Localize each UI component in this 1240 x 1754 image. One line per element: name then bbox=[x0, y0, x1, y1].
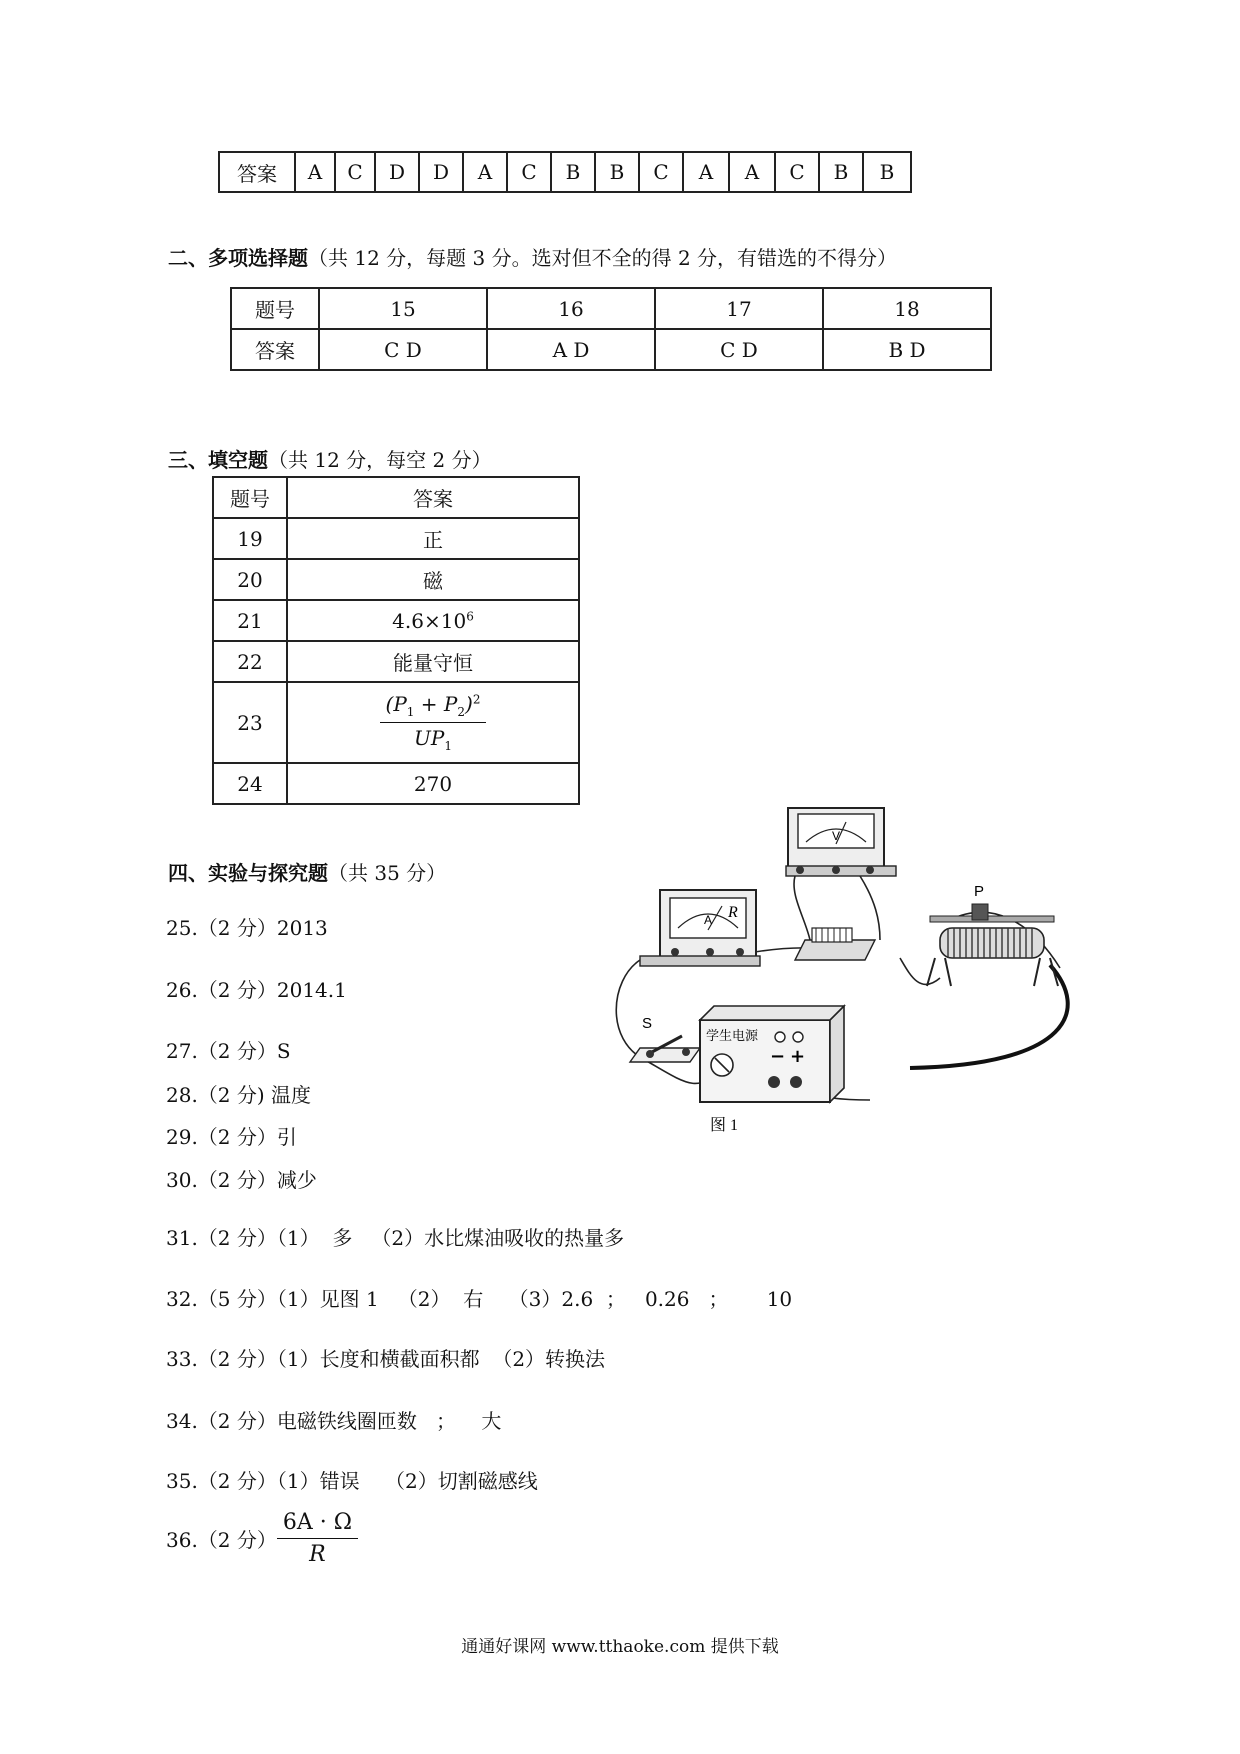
mc-answer-cell: C bbox=[335, 152, 375, 192]
power-formula bbox=[380, 692, 487, 753]
question-number: 19 bbox=[213, 518, 287, 559]
fill-answer-formula bbox=[287, 682, 579, 763]
question-number: 20 bbox=[213, 559, 287, 600]
question-number: 21 bbox=[213, 600, 287, 641]
section4-title bbox=[168, 857, 446, 886]
rheostat bbox=[927, 883, 1058, 986]
q36-numerator: 6A · Ω bbox=[277, 1510, 358, 1539]
fill-answer: 270 bbox=[287, 763, 579, 804]
section2-number-cell: 18 bbox=[823, 288, 991, 329]
section2-answer-row bbox=[231, 329, 991, 370]
section3-title bbox=[168, 444, 492, 473]
answer-line: 28.（2 分) 温度 bbox=[166, 1083, 312, 1107]
figure-caption: 图 1 bbox=[710, 1117, 739, 1134]
answer-line: 34.（2 分）电磁铁线圈匝数 ； 大 bbox=[166, 1409, 502, 1433]
mc-answer-cell: B bbox=[863, 152, 911, 192]
mc-answer-cell: A bbox=[729, 152, 775, 192]
answer-exponent: 6 bbox=[466, 608, 474, 623]
fill-answer: 正 bbox=[287, 518, 579, 559]
section2-row-label: 题号 bbox=[231, 288, 319, 329]
answer-line: 32.（5 分）（1）见图 1 （2） 右 （3）2.6 ； 0.26 ； 10 bbox=[166, 1287, 793, 1311]
section3-note: （共 12 分，每空 2 分） bbox=[268, 448, 492, 472]
answer-line: 31.（2 分）（1） 多 （2）水比煤油吸收的热量多 bbox=[166, 1226, 625, 1250]
table-row bbox=[213, 682, 579, 763]
formula-denominator: $UP_1$ bbox=[414, 726, 452, 753]
q36-fraction bbox=[277, 1510, 358, 1567]
ammeter-label: A bbox=[703, 913, 713, 927]
answer-line: 27.（2 分）S bbox=[166, 1039, 291, 1063]
answer-line: 25.（2 分）2013 bbox=[166, 916, 328, 940]
section2-number-cell: 17 bbox=[655, 288, 823, 329]
answer-line: 33.（2 分）（1）长度和横截面积都 （2）转换法 bbox=[166, 1347, 606, 1371]
answer-line: 26.（2 分）2014.1 bbox=[166, 978, 347, 1002]
section3-header-num: 题号 bbox=[213, 477, 287, 518]
section4-heading: 四、实验与探究题 bbox=[168, 861, 328, 885]
fill-answer: 磁 bbox=[287, 559, 579, 600]
section4-note: （共 35 分） bbox=[328, 861, 447, 885]
mc-answer-cell: A bbox=[683, 152, 729, 192]
voltmeter bbox=[786, 808, 896, 876]
section3-heading: 三、填空题 bbox=[168, 448, 268, 472]
mc-answer-cell: B bbox=[595, 152, 639, 192]
table-row bbox=[213, 518, 579, 559]
thick-wire bbox=[910, 965, 1068, 1068]
section2-number-cell: 16 bbox=[487, 288, 655, 329]
question-number: 23 bbox=[213, 682, 287, 763]
answer-line: 35.（2 分）（1）错误 （2）切割磁感线 bbox=[166, 1469, 538, 1493]
section3-header-answer: 答案 bbox=[287, 477, 579, 518]
switch bbox=[630, 1015, 700, 1062]
section3-table bbox=[212, 476, 580, 805]
section2-note: （共 12 分，每题 3 分。选对但不全的得 2 分，有错选的不得分） bbox=[308, 246, 898, 270]
question-number: 24 bbox=[213, 763, 287, 804]
section2-table bbox=[230, 287, 992, 371]
mc-answer-cell: A bbox=[463, 152, 507, 192]
mc-answer-cell: D bbox=[375, 152, 419, 192]
section2-title bbox=[168, 242, 897, 271]
table-row bbox=[213, 600, 579, 641]
section2-answer-cell: C D bbox=[655, 329, 823, 370]
mc-answer-label: 答案 bbox=[219, 152, 295, 192]
mc-answer-cell: C bbox=[775, 152, 819, 192]
slider-label: P bbox=[974, 883, 985, 900]
section2-answer-cell: C D bbox=[319, 329, 487, 370]
ammeter bbox=[640, 890, 760, 966]
mc-answer-cell: A bbox=[295, 152, 335, 192]
section2-number-row bbox=[231, 288, 991, 329]
answer-base: 4.6×10 bbox=[392, 608, 467, 633]
section3-header-row bbox=[213, 477, 579, 518]
formula-numerator: $(P_1 + P_2)^2$ bbox=[380, 692, 487, 723]
mc-answer-row bbox=[219, 152, 911, 192]
answer-line-36 bbox=[166, 1510, 358, 1567]
question-number: 22 bbox=[213, 641, 287, 682]
mc-answer-cell: C bbox=[639, 152, 683, 192]
fill-answer bbox=[287, 600, 579, 641]
table-row bbox=[213, 641, 579, 682]
resistor-label: R bbox=[728, 904, 738, 921]
section2-number-cell: 15 bbox=[319, 288, 487, 329]
resistor bbox=[795, 928, 875, 960]
table-row bbox=[213, 763, 579, 804]
section2-row-label: 答案 bbox=[231, 329, 319, 370]
table-row bbox=[213, 559, 579, 600]
q36-denominator: R bbox=[309, 1542, 326, 1567]
mc-answer-table bbox=[218, 151, 912, 193]
power-label: 学生电源 bbox=[706, 1029, 759, 1044]
section2-heading: 二、多项选择题 bbox=[168, 246, 308, 270]
mc-answer-cell: D bbox=[419, 152, 463, 192]
section2-answer-cell: B D bbox=[823, 329, 991, 370]
switch-label: S bbox=[642, 1015, 653, 1032]
mc-answer-cell: B bbox=[551, 152, 595, 192]
answer-line: 29.（2 分）引 bbox=[166, 1125, 297, 1149]
footer: 通通好课网 www.tthaoke.com 提供下载 bbox=[461, 1637, 779, 1657]
q36-prefix: 36.（2 分） bbox=[166, 1528, 277, 1552]
mc-answer-cell: C bbox=[507, 152, 551, 192]
section2-answer-cell: A D bbox=[487, 329, 655, 370]
power-supply bbox=[700, 1006, 844, 1102]
voltmeter-label: V bbox=[831, 829, 841, 843]
fill-answer: 能量守恒 bbox=[287, 641, 579, 682]
mc-answer-cell: B bbox=[819, 152, 863, 192]
answer-line: 30.（2 分）减少 bbox=[166, 1168, 317, 1192]
plus-sign: + bbox=[790, 1046, 806, 1067]
minus-sign: − bbox=[770, 1046, 786, 1067]
circuit-figure bbox=[600, 800, 1080, 1160]
